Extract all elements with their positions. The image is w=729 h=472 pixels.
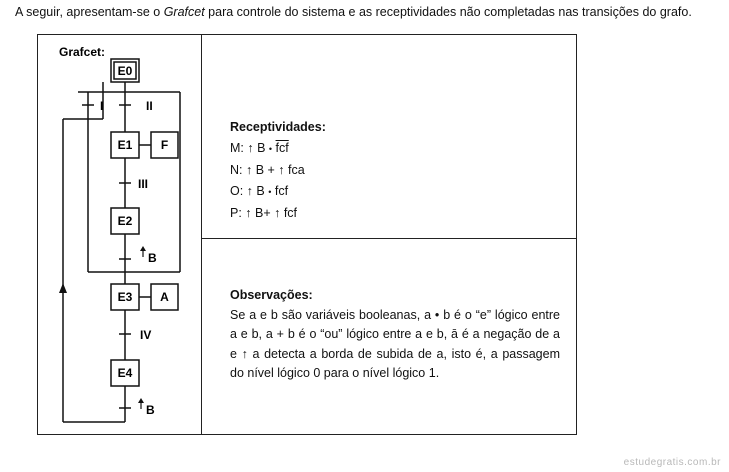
horizontal-divider [201,238,577,239]
step-e1: E1 [117,138,133,152]
observacoes-panel [230,286,560,384]
step-e3: E3 [117,290,133,304]
observacoes-text: Se a e b são variáveis booleanas, a • b é o “e” lógico entre a e b, a + b é o “ou” lógico entre a e b, ā é a negação de a e ↑ a detecta a borda de subida de a, isto é, a passagem do nível lógico 0 para o nível lógico 1. [230,307,560,380]
grafcet-label: Grafcet: [59,45,106,59]
transition-iv: IV [140,328,152,342]
receptividade-o: O: ↑ B • fcf [230,184,289,198]
transition-iii: III [138,177,149,191]
intro-text: A seguir, apresentam-se o Grafcet para controle do sistema e as receptividades não completadas nas transições do grafo. [15,5,692,19]
table-frame [37,34,577,435]
watermark: estudegratis.com.br [623,457,721,468]
transition-b-2: B [146,403,155,417]
receptividades-panel [230,117,326,224]
transition-ii: II [146,99,153,113]
observacoes-title: Observações: [230,288,313,302]
receptividade-p: P: ↑ B+ ↑ fcf [230,206,298,220]
step-e2: E2 [117,214,133,228]
transition-b-1: B [148,251,157,265]
step-e4: E4 [117,366,133,380]
transition-i: I [100,99,104,113]
action-a: A [160,290,169,304]
grafcet-diagram [38,35,201,436]
receptividade-n: N: ↑ B + ↑ fca [230,163,305,177]
step-e0: E0 [117,64,133,78]
vertical-divider [201,35,202,434]
loop-arrow-icon [59,283,67,293]
receptividades-title: Receptividades: [230,120,326,134]
receptividade-m: M: ↑ B • $\overline{fcf}$ [230,141,289,155]
action-f: F [160,138,169,152]
